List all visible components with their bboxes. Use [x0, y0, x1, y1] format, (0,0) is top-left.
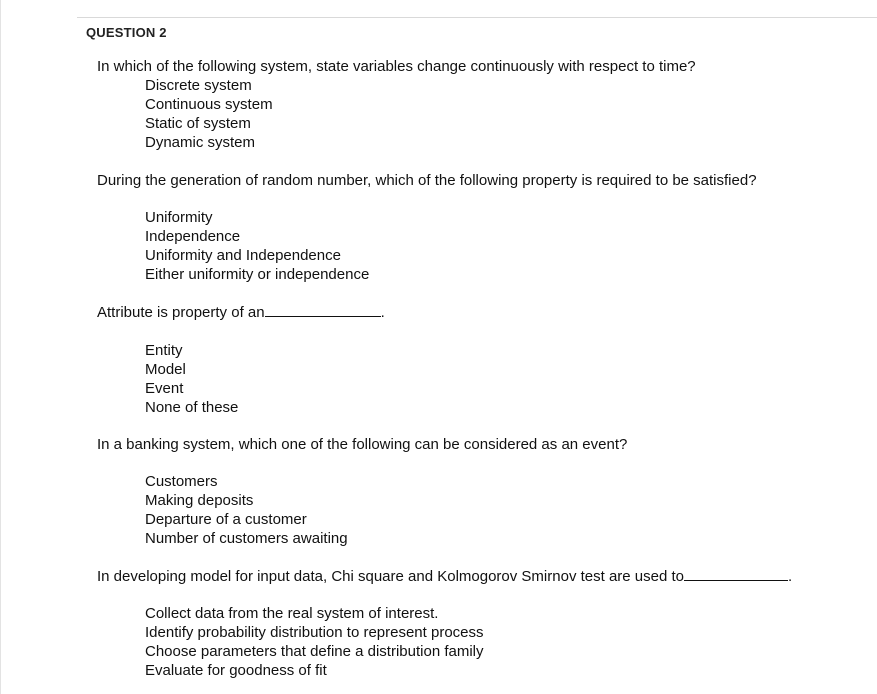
option-list [97, 604, 792, 680]
question-stem: Attribute is property of an [97, 304, 265, 321]
option-item: Event [145, 380, 184, 397]
option-item: Making deposits [145, 492, 254, 509]
option-list [97, 472, 627, 548]
option-item: Departure of a customer [145, 511, 307, 528]
question-block-3 [97, 303, 385, 417]
left-border [0, 0, 1, 694]
option-list [97, 76, 696, 152]
option-item: Evaluate for goodness of fit [145, 662, 327, 679]
option-item: Dynamic system [145, 134, 256, 151]
question-stem: In which of the following system, state variables change continuously with respect to time? [97, 58, 696, 75]
answer-blank [265, 304, 381, 317]
question-stem-row [97, 303, 385, 322]
question-stem-row [97, 567, 792, 586]
question-stem: In developing model for input data, Chi square and Kolmogorov Smirnov test are used to [97, 568, 685, 585]
stem-trailing: . [380, 304, 385, 321]
option-item: Static of system [145, 115, 251, 132]
option-item: Either uniformity or independence [145, 266, 370, 283]
stem-trailing: . [788, 568, 793, 585]
option-item: Number of customers awaiting [145, 530, 348, 547]
option-item: Model [145, 361, 186, 378]
option-item: Discrete system [145, 77, 252, 94]
top-divider [77, 17, 877, 18]
option-list [97, 341, 385, 417]
question-stem: In a banking system, which one of the following can be considered as an event? [97, 436, 628, 453]
question-block-2 [97, 171, 757, 284]
question-stem: During the generation of random number, which of the following property is required to be satisfied? [97, 172, 757, 189]
option-item: Uniformity [145, 209, 213, 226]
option-item: Entity [145, 342, 183, 359]
answer-blank [684, 568, 788, 581]
option-item: Identify probability distribution to represent process [145, 624, 484, 641]
question-heading: QUESTION 2 [86, 25, 167, 40]
option-item: Customers [145, 473, 218, 490]
option-item: Continuous system [145, 96, 273, 113]
option-list [97, 208, 757, 284]
option-item: None of these [145, 399, 239, 416]
option-item: Collect data from the real system of interest. [145, 605, 439, 622]
option-item: Choose parameters that define a distribution family [145, 643, 484, 660]
option-item: Independence [145, 228, 241, 245]
option-item: Uniformity and Independence [145, 247, 341, 264]
question-block-4 [97, 435, 627, 548]
question-block-1 [97, 57, 696, 152]
question-block-5 [97, 567, 792, 680]
